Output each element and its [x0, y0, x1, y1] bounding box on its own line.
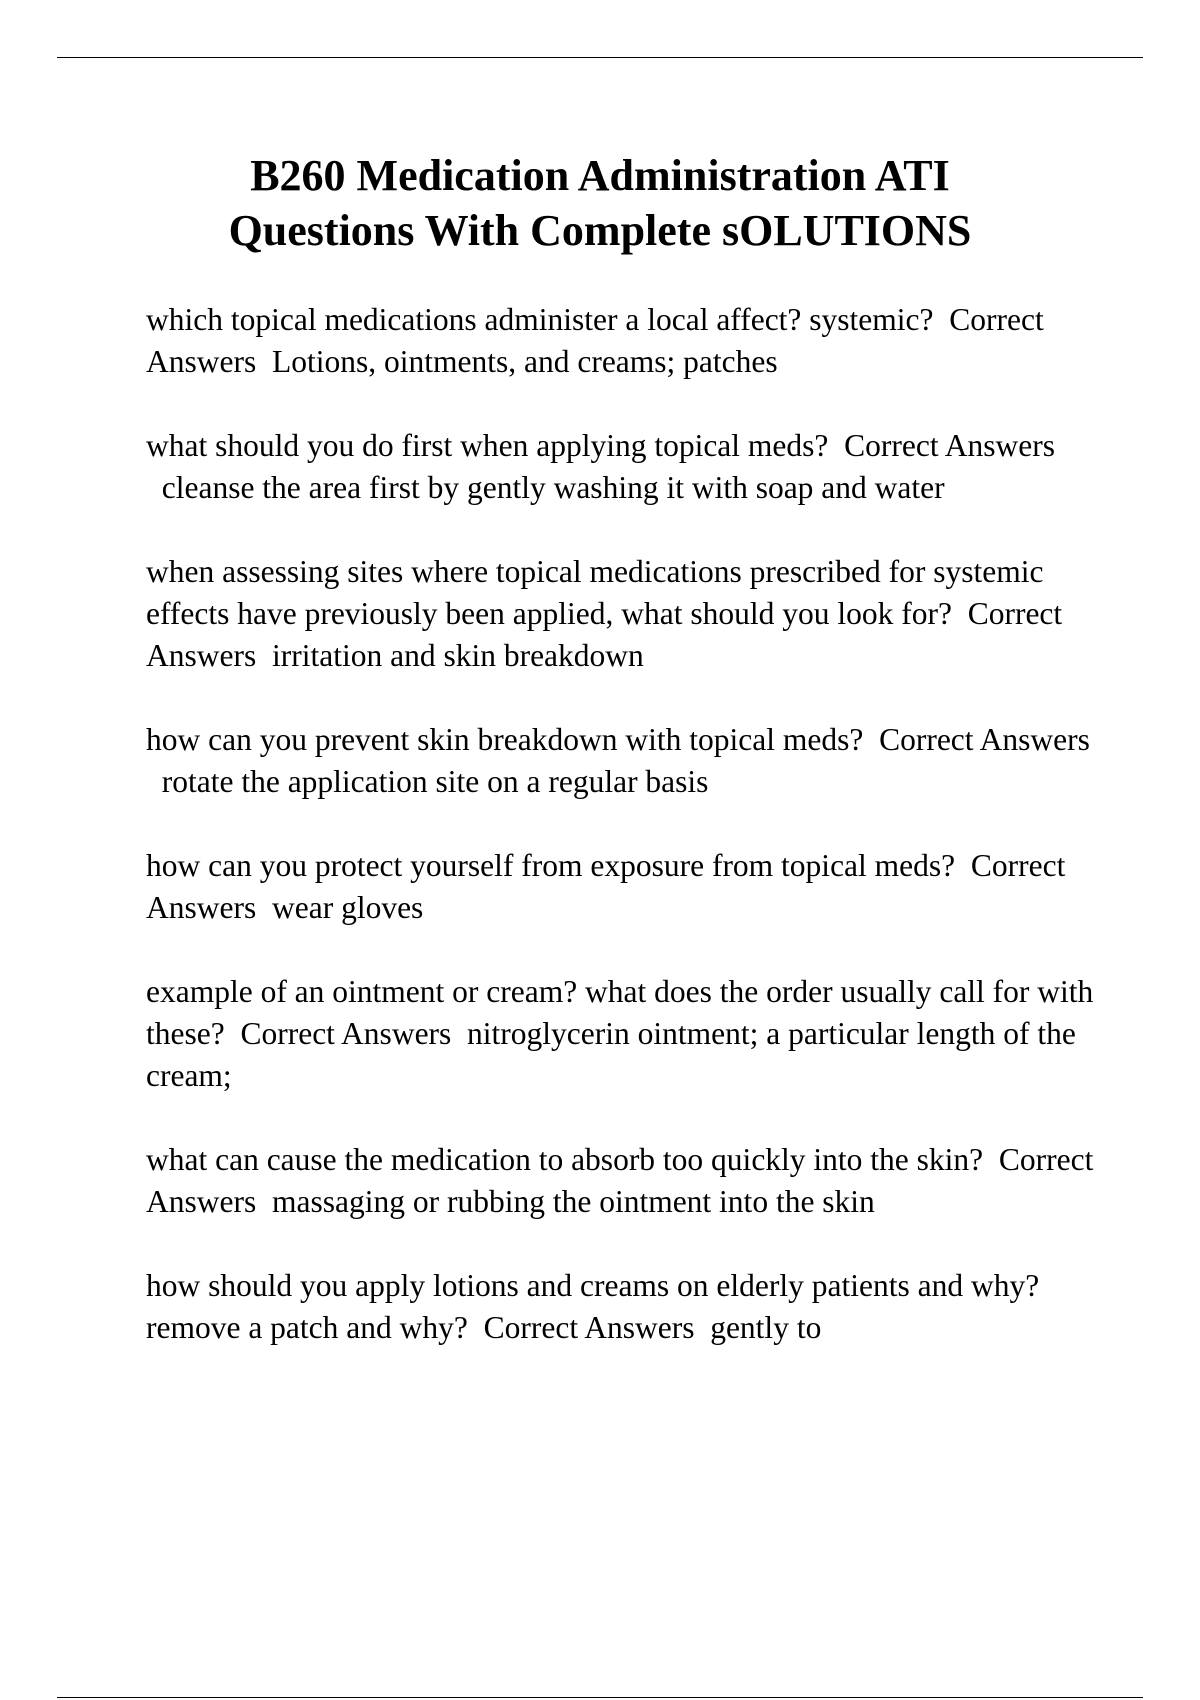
- question-text: which topical medications administer a local affect? systemic?: [146, 302, 934, 337]
- top-divider: [57, 57, 1143, 58]
- question-text: what should you do first when applying topical meds?: [146, 428, 829, 463]
- question-text: how can you protect yourself from exposure from topical meds?: [146, 848, 956, 883]
- title-line-1: B260 Medication Administration ATI: [250, 151, 950, 200]
- qa-item: [146, 845, 1106, 929]
- question-text: what can cause the medication to absorb too quickly into the skin?: [146, 1142, 984, 1177]
- answer-text: nitroglycerin ointment; a particular length of the cream;: [146, 1016, 1076, 1093]
- question-text: how can you prevent skin breakdown with topical meds?: [146, 722, 864, 757]
- answer-label: Correct Answers: [844, 428, 1055, 463]
- qa-item: [146, 719, 1106, 803]
- answer-label: Correct Answers: [240, 1016, 452, 1051]
- answer-text: cleanse the area first by gently washing it with soap and water: [161, 470, 945, 505]
- answer-label: Correct Answers: [146, 1142, 1094, 1219]
- answer-text: rotate the application site on a regular basis: [161, 764, 709, 799]
- question-text: when assessing sites where topical medications prescribed for systemic effects have previously been applied, what should you look for?: [146, 554, 1044, 631]
- qa-item: [146, 299, 1106, 383]
- answer-text: irritation and skin breakdown: [272, 638, 644, 673]
- question-text: how should you apply lotions and creams on elderly patients and why? remove a patch and why?: [146, 1268, 1040, 1345]
- answer-text: massaging or rubbing the ointment into the skin: [272, 1184, 875, 1219]
- title-line-2: Questions With Complete sOLUTIONS: [228, 206, 972, 255]
- qa-item: [146, 1139, 1106, 1223]
- answer-label: Correct Answers: [146, 302, 1044, 379]
- qa-item: [146, 551, 1106, 677]
- question-text: example of an ointment or cream? what does the order usually call for with these?: [146, 974, 1094, 1051]
- qa-item: [146, 425, 1106, 509]
- qa-item: [146, 971, 1106, 1097]
- answer-label: Correct Answers: [146, 848, 1066, 925]
- answer-label: Correct Answers: [879, 722, 1090, 757]
- document-title: [100, 148, 1100, 258]
- bottom-divider: [57, 1697, 1143, 1698]
- answer-text: wear gloves: [272, 890, 424, 925]
- answer-text: gently to: [710, 1310, 822, 1345]
- qa-list: [146, 299, 1106, 1391]
- answer-text: Lotions, ointments, and creams; patches: [272, 344, 778, 379]
- answer-label: Correct Answers: [146, 596, 1063, 673]
- answer-label: Correct Answers: [483, 1310, 695, 1345]
- qa-item: [146, 1265, 1106, 1349]
